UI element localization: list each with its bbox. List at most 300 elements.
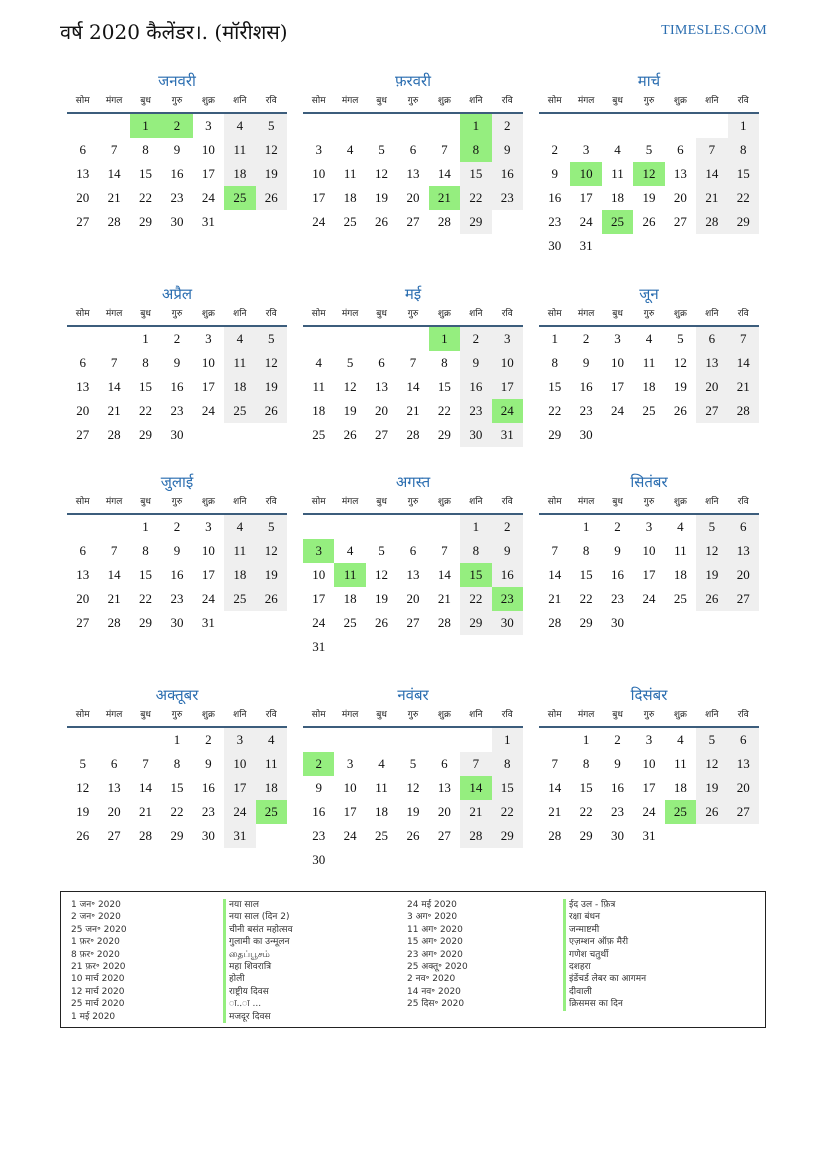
weekday-header: बुध bbox=[366, 706, 397, 728]
weekday-header: शनि bbox=[460, 493, 491, 515]
weekday-header: बुध bbox=[130, 92, 161, 114]
day-cell: 19 bbox=[256, 162, 287, 186]
day-cell: 18 bbox=[224, 563, 255, 587]
day-cell: 4 bbox=[224, 327, 255, 351]
weekday-header: शनि bbox=[696, 92, 727, 114]
empty-cell bbox=[429, 515, 460, 539]
day-cell: 11 bbox=[224, 351, 255, 375]
day-cell: 28 bbox=[460, 824, 491, 848]
day-cell: 7 bbox=[441, 142, 448, 157]
empty-cell bbox=[98, 327, 129, 351]
month-days-grid bbox=[539, 706, 759, 848]
day-cell: 9 bbox=[492, 539, 523, 563]
day-cell: 22 bbox=[460, 186, 491, 210]
day-cell: 31 bbox=[642, 828, 656, 843]
day-cell: 18 bbox=[224, 375, 255, 399]
day-cell: 4 bbox=[224, 114, 255, 138]
day-cell: 14 bbox=[107, 166, 121, 181]
day-cell: 6 bbox=[441, 756, 448, 771]
day-cell: 17 bbox=[312, 591, 326, 606]
weekday-header: शनि bbox=[696, 493, 727, 515]
weekday-header: शनि bbox=[460, 305, 491, 327]
day-cell: 8 bbox=[582, 543, 590, 558]
holiday-day-cell: 12 bbox=[633, 162, 664, 186]
day-cell: 23 bbox=[170, 403, 184, 418]
day-cell: 27 bbox=[437, 828, 451, 843]
weekday-header: मंगल bbox=[98, 305, 129, 327]
weekday-header: बुध bbox=[602, 305, 633, 327]
day-cell: 19 bbox=[375, 190, 389, 205]
day-cell: 7 bbox=[441, 543, 448, 558]
day-cell: 8 bbox=[142, 142, 149, 157]
day-cell: 30 bbox=[611, 615, 625, 630]
weekday-header: सोम bbox=[303, 706, 334, 728]
day-cell: 23 bbox=[579, 403, 593, 418]
weekday-header: सोम bbox=[303, 305, 334, 327]
weekday-header: बुध bbox=[366, 493, 397, 515]
holiday-day-cell: 3 bbox=[303, 539, 334, 563]
month-days-grid bbox=[539, 92, 759, 258]
day-cell: 28 bbox=[548, 615, 562, 630]
day-cell: 2 bbox=[460, 327, 491, 351]
day-cell: 30 bbox=[611, 828, 625, 843]
weekday-header: गुरु bbox=[397, 92, 428, 114]
weekday-header: रवि bbox=[728, 92, 759, 114]
weekday-header: रवि bbox=[492, 493, 523, 515]
day-cell: 21 bbox=[437, 591, 451, 606]
day-cell: 15 bbox=[492, 776, 523, 800]
day-cell: 27 bbox=[107, 828, 121, 843]
holiday-name: தைப்பூசம் bbox=[223, 949, 407, 961]
day-cell: 22 bbox=[548, 403, 562, 418]
day-cell: 31 bbox=[201, 214, 215, 229]
day-cell: 1 bbox=[582, 519, 590, 534]
weekday-header: रवि bbox=[492, 92, 523, 114]
day-cell: 2 bbox=[205, 732, 212, 747]
day-cell: 11 bbox=[343, 166, 357, 181]
day-cell: 3 bbox=[582, 142, 590, 157]
day-cell: 16 bbox=[611, 780, 625, 795]
day-cell: 3 bbox=[645, 732, 653, 747]
day-cell: 21 bbox=[107, 403, 121, 418]
day-cell: 8 bbox=[142, 355, 149, 370]
weekday-header: मंगल bbox=[334, 706, 365, 728]
day-cell: 23 bbox=[611, 804, 625, 819]
empty-cell bbox=[539, 515, 570, 539]
day-cell: 15 bbox=[139, 567, 153, 582]
day-cell: 2 bbox=[173, 331, 181, 346]
day-cell: 9 bbox=[205, 756, 212, 771]
day-cell: 2 bbox=[582, 331, 590, 346]
day-cell: 26 bbox=[256, 399, 287, 423]
day-cell: 1 bbox=[460, 515, 491, 539]
weekday-header: शुक्र bbox=[193, 493, 224, 515]
holiday-name: ा..ा ... bbox=[223, 998, 407, 1010]
day-cell: 26 bbox=[673, 403, 687, 418]
day-cell: 20 bbox=[437, 804, 451, 819]
holiday-date: 12 मार्च 2020 bbox=[71, 986, 125, 997]
day-cell: 8 bbox=[492, 752, 523, 776]
day-cell: 9 bbox=[173, 142, 181, 157]
empty-cell bbox=[334, 114, 365, 138]
day-cell: 27 bbox=[76, 214, 90, 229]
day-cell: 17 bbox=[224, 776, 255, 800]
day-cell: 21 bbox=[460, 800, 491, 824]
day-cell: 25 bbox=[642, 403, 656, 418]
day-cell: 9 bbox=[315, 780, 322, 795]
day-cell: 8 bbox=[441, 355, 448, 370]
weekday-header: शुक्र bbox=[193, 706, 224, 728]
weekday-header: शुक्र bbox=[665, 706, 696, 728]
day-cell: 13 bbox=[107, 780, 121, 795]
month-block bbox=[303, 471, 523, 659]
day-cell: 18 bbox=[673, 780, 687, 795]
day-cell: 27 bbox=[728, 800, 759, 824]
day-cell: 8 bbox=[551, 355, 558, 370]
day-cell: 22 bbox=[460, 587, 491, 611]
holiday-name: नया साल bbox=[223, 899, 407, 911]
day-cell: 24 bbox=[642, 804, 656, 819]
day-cell: 28 bbox=[107, 427, 121, 442]
month-name: अप्रैल bbox=[161, 285, 193, 303]
day-cell: 11 bbox=[224, 138, 255, 162]
day-cell: 11 bbox=[611, 166, 624, 181]
weekday-header: सोम bbox=[539, 706, 570, 728]
holiday-name: एज़म्शन ऑफ़ मैरी bbox=[563, 936, 763, 948]
day-cell: 4 bbox=[315, 355, 322, 370]
holiday-date: 23 अग॰ 2020 bbox=[407, 949, 463, 960]
empty-cell bbox=[130, 728, 161, 752]
day-cell: 11 bbox=[674, 543, 687, 558]
month-name: नवंबर bbox=[397, 686, 429, 704]
day-cell: 6 bbox=[378, 355, 385, 370]
weekday-header: शनि bbox=[460, 706, 491, 728]
day-cell: 31 bbox=[201, 615, 215, 630]
day-cell: 2 bbox=[614, 732, 621, 747]
empty-cell bbox=[665, 114, 696, 138]
month-days-grid bbox=[303, 706, 523, 872]
day-cell: 19 bbox=[642, 190, 656, 205]
month-name: अगस्त bbox=[395, 473, 431, 491]
day-cell: 19 bbox=[696, 776, 727, 800]
holiday-day-cell: 15 bbox=[460, 563, 491, 587]
empty-cell bbox=[98, 515, 129, 539]
day-cell: 18 bbox=[673, 567, 687, 582]
month-name: अक्तूबर bbox=[155, 686, 199, 704]
day-cell: 18 bbox=[642, 379, 656, 394]
holiday-date: 8 फ़र॰ 2020 bbox=[71, 949, 120, 960]
day-cell: 5 bbox=[409, 756, 417, 771]
weekday-header: सोम bbox=[539, 305, 570, 327]
site-link[interactable]: TIMESLES.COM bbox=[661, 23, 767, 38]
holiday-name: गुलामी का उन्मूलन bbox=[223, 936, 407, 948]
weekday-header: मंगल bbox=[334, 92, 365, 114]
month-days-grid bbox=[303, 493, 523, 659]
empty-cell bbox=[303, 114, 334, 138]
day-cell: 22 bbox=[492, 800, 523, 824]
day-cell: 13 bbox=[728, 752, 759, 776]
day-cell: 31 bbox=[312, 639, 326, 654]
month-block bbox=[67, 471, 287, 635]
day-cell: 29 bbox=[492, 824, 523, 848]
day-cell: 11 bbox=[375, 780, 388, 795]
weekday-header: मंगल bbox=[570, 493, 601, 515]
day-cell: 21 bbox=[548, 591, 562, 606]
day-cell: 17 bbox=[642, 780, 656, 795]
day-cell: 8 bbox=[728, 138, 759, 162]
weekday-header: रवि bbox=[256, 706, 287, 728]
day-cell: 5 bbox=[256, 515, 287, 539]
day-cell: 14 bbox=[139, 780, 153, 795]
holiday-date: 21 फ़र॰ 2020 bbox=[71, 961, 126, 972]
day-cell: 12 bbox=[406, 780, 420, 795]
day-cell: 12 bbox=[256, 539, 287, 563]
holiday-name: दीवाली bbox=[563, 986, 763, 998]
day-cell: 19 bbox=[673, 379, 687, 394]
day-cell: 16 bbox=[492, 162, 523, 186]
day-cell: 28 bbox=[696, 210, 727, 234]
weekday-header: मंगल bbox=[334, 305, 365, 327]
holiday-date: 15 अग॰ 2020 bbox=[407, 937, 463, 948]
day-cell: 5 bbox=[256, 114, 287, 138]
weekday-header: शनि bbox=[696, 706, 727, 728]
holiday-date: 2 नव॰ 2020 bbox=[407, 974, 456, 985]
weekday-header: रवि bbox=[256, 92, 287, 114]
day-cell: 30 bbox=[548, 238, 562, 253]
empty-cell bbox=[696, 114, 727, 138]
day-cell: 12 bbox=[696, 752, 727, 776]
day-cell: 17 bbox=[343, 804, 357, 819]
month-days-grid bbox=[539, 493, 759, 635]
weekday-header: रवि bbox=[728, 305, 759, 327]
day-cell: 29 bbox=[437, 427, 451, 442]
holiday-name: ईद उल - फ़ित्र bbox=[563, 899, 763, 911]
day-cell: 6 bbox=[409, 142, 417, 157]
holiday-name: नया साल (दिन 2) bbox=[223, 911, 407, 923]
day-cell: 22 bbox=[437, 403, 451, 418]
day-cell: 23 bbox=[548, 214, 562, 229]
day-cell: 2 bbox=[492, 114, 523, 138]
day-cell: 26 bbox=[256, 186, 287, 210]
holiday-date: 2 जन॰ 2020 bbox=[71, 912, 121, 923]
weekday-header: शुक्र bbox=[193, 92, 224, 114]
day-cell: 18 bbox=[256, 776, 287, 800]
day-cell: 7 bbox=[110, 543, 118, 558]
weekday-header: गुरु bbox=[397, 493, 428, 515]
day-cell: 6 bbox=[677, 142, 684, 157]
day-cell: 1 bbox=[728, 114, 759, 138]
holiday-day-cell: 8 bbox=[460, 138, 491, 162]
day-cell: 12 bbox=[256, 351, 287, 375]
day-cell: 27 bbox=[696, 399, 727, 423]
day-cell: 9 bbox=[614, 756, 621, 771]
day-cell: 15 bbox=[728, 162, 759, 186]
empty-cell bbox=[366, 728, 397, 752]
weekday-header: शनि bbox=[460, 92, 491, 114]
day-cell: 27 bbox=[76, 615, 90, 630]
day-cell: 15 bbox=[139, 379, 153, 394]
day-cell: 20 bbox=[728, 563, 759, 587]
holiday-name: होली bbox=[223, 973, 407, 985]
day-cell: 27 bbox=[406, 214, 420, 229]
day-cell: 19 bbox=[696, 563, 727, 587]
day-cell: 20 bbox=[696, 375, 727, 399]
day-cell: 18 bbox=[375, 804, 389, 819]
holiday-day-cell: 25 bbox=[256, 800, 287, 824]
day-cell: 25 bbox=[224, 587, 255, 611]
day-cell: 10 bbox=[642, 543, 656, 558]
day-cell: 8 bbox=[582, 756, 590, 771]
day-cell: 7 bbox=[110, 355, 118, 370]
day-cell: 4 bbox=[677, 519, 684, 534]
day-cell: 26 bbox=[406, 828, 420, 843]
day-cell: 14 bbox=[107, 379, 121, 394]
day-cell: 12 bbox=[375, 166, 389, 181]
day-cell: 29 bbox=[579, 828, 593, 843]
holiday-date: 14 नव॰ 2020 bbox=[407, 986, 461, 997]
day-cell: 30 bbox=[312, 852, 326, 867]
day-cell: 28 bbox=[728, 399, 759, 423]
day-cell: 6 bbox=[79, 355, 86, 370]
day-cell: 10 bbox=[492, 351, 523, 375]
day-cell: 19 bbox=[256, 375, 287, 399]
empty-cell bbox=[633, 114, 664, 138]
day-cell: 10 bbox=[343, 780, 357, 795]
day-cell: 26 bbox=[375, 615, 389, 630]
day-cell: 10 bbox=[201, 543, 215, 558]
empty-cell bbox=[429, 728, 460, 752]
weekday-header: शनि bbox=[224, 92, 255, 114]
day-cell: 17 bbox=[642, 567, 656, 582]
weekday-header: सोम bbox=[67, 493, 98, 515]
day-cell: 17 bbox=[201, 567, 215, 582]
day-cell: 22 bbox=[579, 804, 593, 819]
weekday-header: गुरु bbox=[397, 706, 428, 728]
day-cell: 30 bbox=[579, 427, 593, 442]
day-cell: 18 bbox=[224, 162, 255, 186]
day-cell: 16 bbox=[460, 375, 491, 399]
day-cell: 21 bbox=[107, 591, 121, 606]
day-cell: 12 bbox=[375, 567, 389, 582]
weekday-header: रवि bbox=[256, 493, 287, 515]
weekday-header: सोम bbox=[539, 493, 570, 515]
weekday-header: रवि bbox=[492, 706, 523, 728]
day-cell: 27 bbox=[728, 587, 759, 611]
day-cell: 3 bbox=[205, 331, 212, 346]
day-cell: 5 bbox=[378, 142, 385, 157]
empty-cell bbox=[334, 728, 365, 752]
day-cell: 28 bbox=[437, 615, 451, 630]
day-cell: 20 bbox=[728, 776, 759, 800]
day-cell: 5 bbox=[256, 327, 287, 351]
weekday-header: सोम bbox=[303, 92, 334, 114]
holiday-name: महा शिवरात्रि bbox=[223, 961, 407, 973]
month-block bbox=[539, 684, 759, 848]
day-cell: 15 bbox=[170, 780, 184, 795]
weekday-header: बुध bbox=[130, 706, 161, 728]
weekday-header: शनि bbox=[224, 706, 255, 728]
day-cell: 23 bbox=[170, 591, 184, 606]
day-cell: 20 bbox=[673, 190, 687, 205]
day-cell: 31 bbox=[492, 423, 523, 447]
month-days-grid bbox=[303, 305, 523, 447]
weekday-header: शुक्र bbox=[429, 305, 460, 327]
day-cell: 7 bbox=[460, 752, 491, 776]
empty-cell bbox=[303, 728, 334, 752]
day-cell: 22 bbox=[139, 403, 153, 418]
day-cell: 4 bbox=[614, 142, 621, 157]
day-cell: 13 bbox=[437, 780, 451, 795]
day-cell: 20 bbox=[107, 804, 121, 819]
day-cell: 13 bbox=[76, 166, 90, 181]
legend-dates-col-1 bbox=[71, 899, 223, 1023]
month-block bbox=[67, 70, 287, 234]
empty-cell bbox=[366, 114, 397, 138]
day-cell: 28 bbox=[548, 828, 562, 843]
empty-cell bbox=[397, 114, 428, 138]
holiday-day-cell: 23 bbox=[492, 587, 523, 611]
day-cell: 27 bbox=[406, 615, 420, 630]
day-cell: 20 bbox=[76, 591, 90, 606]
day-cell: 20 bbox=[76, 190, 90, 205]
month-name: जुलाई bbox=[160, 473, 194, 491]
holiday-name: राष्ट्रीय दिवस bbox=[223, 986, 407, 998]
month-name: सितंबर bbox=[630, 473, 668, 491]
day-cell: 24 bbox=[312, 214, 326, 229]
day-cell: 14 bbox=[548, 567, 562, 582]
weekday-header: गुरु bbox=[161, 305, 192, 327]
day-cell: 6 bbox=[696, 327, 727, 351]
weekday-header: गुरु bbox=[633, 706, 664, 728]
legend-names-col-2 bbox=[563, 899, 763, 1023]
day-cell: 6 bbox=[728, 728, 759, 752]
day-cell: 21 bbox=[728, 375, 759, 399]
day-cell: 15 bbox=[579, 567, 593, 582]
day-cell: 23 bbox=[611, 591, 625, 606]
day-cell: 9 bbox=[173, 355, 181, 370]
day-cell: 16 bbox=[579, 379, 593, 394]
holiday-date: 1 मई 2020 bbox=[71, 1011, 116, 1022]
weekday-header: सोम bbox=[303, 493, 334, 515]
month-name: फ़रवरी bbox=[394, 72, 432, 90]
holiday-date: 10 मार्च 2020 bbox=[71, 974, 125, 985]
day-cell: 18 bbox=[611, 190, 625, 205]
month-days-grid bbox=[67, 92, 287, 234]
day-cell: 26 bbox=[642, 214, 656, 229]
day-cell: 1 bbox=[142, 331, 149, 346]
weekday-header: मंगल bbox=[570, 305, 601, 327]
day-cell: 29 bbox=[139, 427, 153, 442]
day-cell: 14 bbox=[107, 567, 121, 582]
weekday-header: शुक्र bbox=[665, 305, 696, 327]
day-cell: 16 bbox=[312, 804, 326, 819]
day-cell: 21 bbox=[139, 804, 153, 819]
day-cell: 3 bbox=[224, 728, 255, 752]
weekday-header: गुरु bbox=[397, 305, 428, 327]
day-cell: 3 bbox=[645, 519, 653, 534]
holiday-day-cell: 24 bbox=[492, 399, 523, 423]
day-cell: 7 bbox=[696, 138, 727, 162]
day-cell: 23 bbox=[460, 399, 491, 423]
day-cell: 7 bbox=[728, 327, 759, 351]
holiday-name: गणेश चतुर्थी bbox=[563, 949, 763, 961]
holiday-date: 1 जन॰ 2020 bbox=[71, 900, 121, 910]
weekday-header: मंगल bbox=[570, 706, 601, 728]
weekday-header: शुक्र bbox=[429, 92, 460, 114]
day-cell: 28 bbox=[107, 214, 121, 229]
day-cell: 22 bbox=[139, 591, 153, 606]
day-cell: 4 bbox=[256, 728, 287, 752]
